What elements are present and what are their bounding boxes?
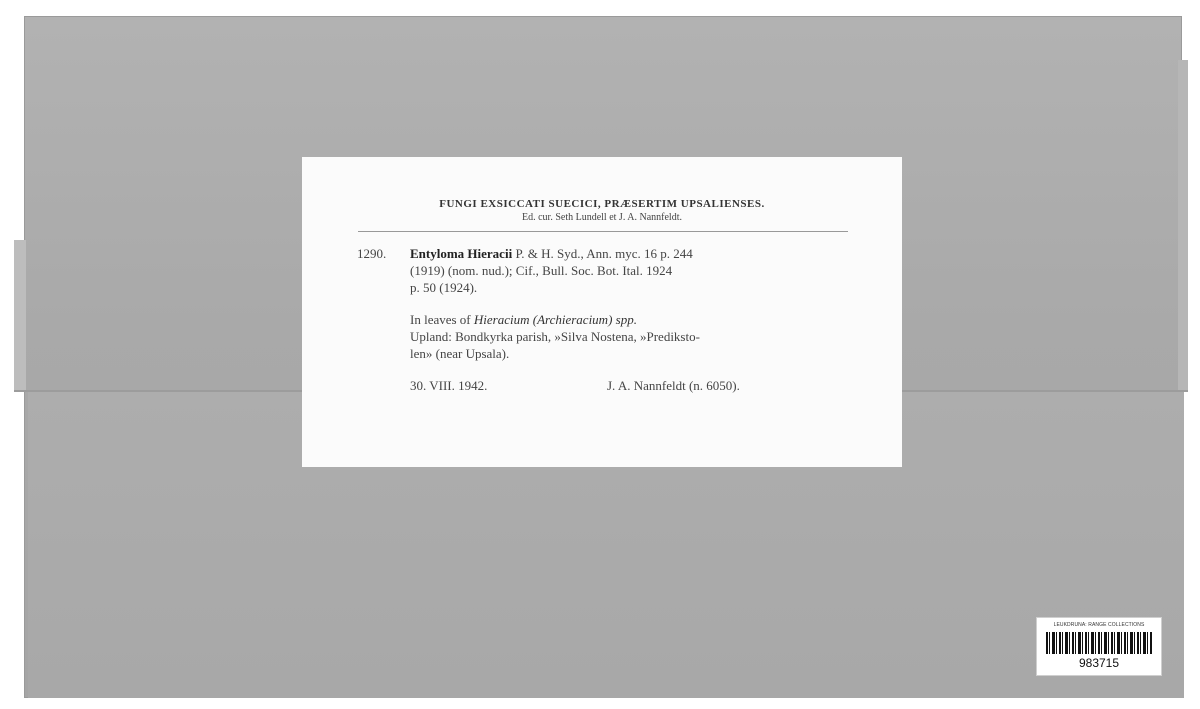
- collector: J. A. Nannfeldt (n. 6050).: [607, 378, 740, 393]
- exsiccata-number: 1290.: [357, 246, 387, 261]
- taxon-citation: [410, 245, 860, 296]
- barcode-title: LEUKDRUNA: RANGE COLLECTIONS: [1053, 622, 1145, 628]
- locality-line-2: len» (near Upsala).: [410, 346, 510, 361]
- label-divider: [358, 231, 848, 232]
- host-name: Hieracium (Archieracium) spp.: [473, 312, 637, 327]
- habitat-locality: [410, 311, 870, 362]
- barcode-icon: [1046, 632, 1152, 654]
- series-editors: Ed. cur. Seth Lundell et J. A. Nannfeldt.: [522, 212, 682, 223]
- citation-line-1: P. & H. Syd., Ann. myc. 16 p. 244: [512, 246, 693, 261]
- packet-right-flap: [1178, 60, 1188, 390]
- citation-line-2: (1919) (nom. nud.); Cif., Bull. Soc. Bot. Ital. 1924: [410, 263, 673, 278]
- series-title: FUNGI EXSICCATI SUECICI, PRÆSERTIM UPSALIENSES.: [439, 198, 765, 210]
- locality-line-1: Upland: Bondkyrka parish, »Silva Nostena, »Prediksto-: [410, 329, 700, 344]
- collection-date: 30. VIII. 1942.: [410, 378, 488, 393]
- packet-left-flap: [14, 240, 26, 392]
- citation-line-3: p. 50 (1924).: [410, 280, 478, 295]
- habitat-prefix: In leaves of: [410, 312, 474, 327]
- exsiccata-label: [302, 157, 902, 467]
- taxon-name: Entyloma Hieracii: [410, 246, 513, 261]
- barcode-number: 983715: [1078, 656, 1120, 670]
- barcode-sticker: [1036, 617, 1162, 676]
